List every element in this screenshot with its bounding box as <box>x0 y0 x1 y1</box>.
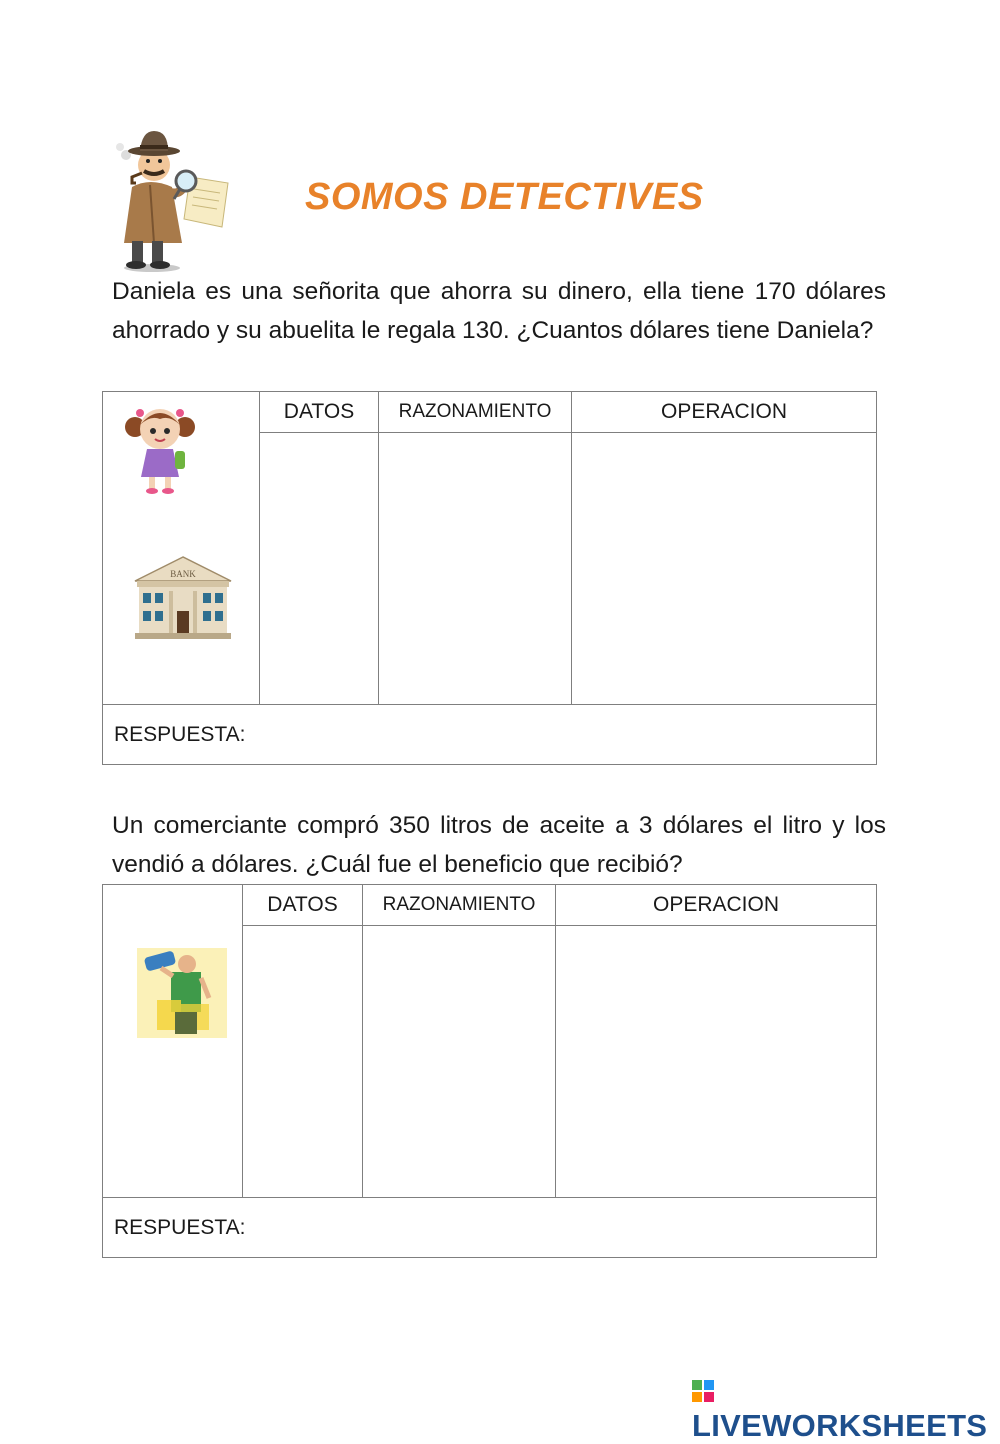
bank-illustration <box>133 555 233 641</box>
liveworksheets-logo-icon <box>692 1380 714 1402</box>
problem-1-datos-field[interactable] <box>260 433 379 705</box>
problem-2-razonamiento-field[interactable] <box>363 926 556 1198</box>
liveworksheets-logo[interactable] <box>692 1372 1000 1444</box>
page-title: SOMOS DETECTIVES <box>305 176 704 218</box>
problem-1-operacion-field[interactable] <box>572 433 877 705</box>
problem-1-header-datos: DATOS <box>260 392 379 433</box>
problem-1-answer-row[interactable] <box>103 705 877 765</box>
girl-illustration <box>125 401 195 497</box>
problem-2-header-operacion: OPERACION <box>556 885 877 926</box>
problem-2-header-datos: DATOS <box>243 885 363 926</box>
detective-illustration <box>110 125 235 273</box>
problem-1-table <box>102 391 877 765</box>
problem-1-image-cell <box>103 392 260 705</box>
problem-1-answer-label: RESPUESTA: <box>114 722 246 746</box>
problem-2-operacion-field[interactable] <box>556 926 877 1198</box>
problem-1-header-razonamiento: RAZONAMIENTO <box>379 392 572 433</box>
liveworksheets-logo-text: LIVEWORKSHEETS <box>692 1408 988 1443</box>
problem-2-text: Un comerciante compró 350 litros de aceite a 3 dólares el litro y los vendió a dólares. ¿Cuál fue el beneficio que recibió? <box>112 812 886 878</box>
problem-2-table <box>102 884 877 1258</box>
oil-merchant-illustration <box>137 948 227 1038</box>
problem-2-answer-label: RESPUESTA: <box>114 1215 246 1239</box>
problem-2-image-cell <box>103 885 243 1198</box>
problem-1-text: Daniela es una señorita que ahorra su dinero, ella tiene 170 dólares ahorrado y su abuelita le regala 130. ¿Cuantos dólares tiene Daniela? <box>112 278 886 344</box>
bank-sign-text: BANK <box>170 569 196 579</box>
problem-2-header-razonamiento: RAZONAMIENTO <box>363 885 556 926</box>
problem-2-datos-field[interactable] <box>243 926 363 1198</box>
problem-1-header-operacion: OPERACION <box>572 392 877 433</box>
problem-1-razonamiento-field[interactable] <box>379 433 572 705</box>
problem-2-answer-row[interactable] <box>103 1198 877 1258</box>
